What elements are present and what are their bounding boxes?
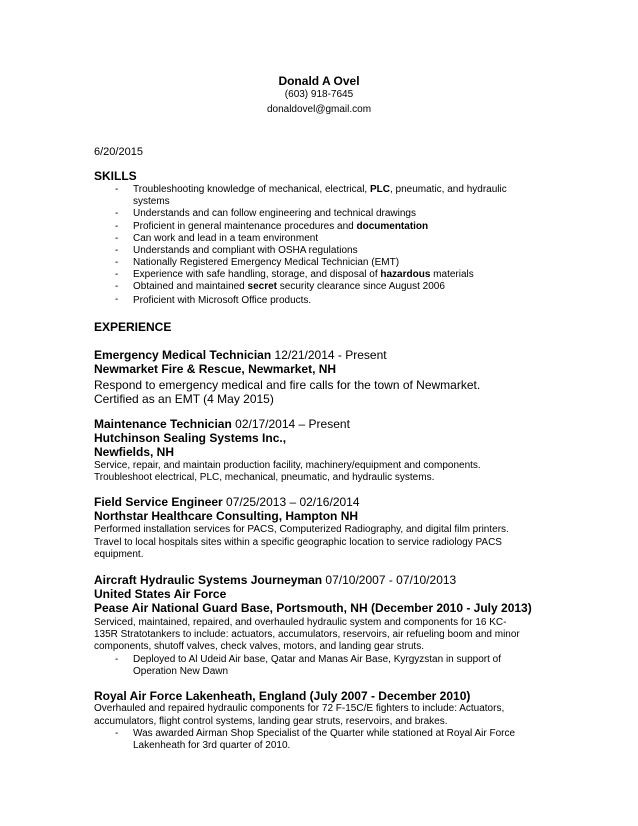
job-organization: Royal Air Force Lakenheath, England (July 2007 - December 2010)	[94, 689, 471, 703]
job-title-line: Field Service Engineer 07/25/2013 – 02/16/2014	[94, 495, 360, 509]
bullet-dash: -	[115, 233, 119, 244]
job-description: Performed installation services for PACS, Computerized Radiography, and digital film printers.	[94, 524, 509, 535]
skill-item: Understands and compliant with OSHA regulations	[133, 245, 358, 256]
bullet-dash: -	[115, 654, 119, 665]
job-description: 135R Stratotankers to include: actuators, accumulators, reservoirs, air refueling boom and minor	[94, 629, 520, 640]
job-bullet-item-continued: Operation New Dawn	[133, 666, 229, 677]
job-bullet-item-continued: Lakenheath for 3rd quarter of 2010.	[133, 740, 291, 751]
job-description: equipment.	[94, 549, 144, 560]
bullet-dash: -	[115, 208, 119, 219]
job-bullet-item: Deployed to Al Udeid Air base, Qatar and Manas Air Base, Kyrgyzstan in support of	[133, 654, 501, 665]
job-description: Respond to emergency medical and fire calls for the town of Newmarket.	[94, 378, 481, 392]
skill-item: Proficient in general maintenance procedures and documentation	[133, 221, 429, 232]
job-description: Overhauled and repaired hydraulic components for 72 F-15C/E fighters to include: Actuators,	[94, 703, 505, 714]
job-organization: Hutchinson Sealing Systems Inc.,	[94, 431, 287, 445]
bullet-dash: -	[115, 221, 119, 232]
job-description: Travel to local hospitals sites within a specific geographic location to service radiology PACS	[94, 537, 502, 548]
bullet-dash: -	[115, 245, 119, 256]
job-title-line: Emergency Medical Technician 12/21/2014 - Present	[94, 348, 387, 362]
job-bullet-item: Was awarded Airman Shop Specialist of the Quarter while stationed at Royal Air Force	[133, 728, 516, 739]
skill-item: Troubleshooting knowledge of mechanical, electrical, PLC, pneumatic, and hydraulic	[133, 184, 507, 195]
skill-item-continued: systems	[133, 196, 170, 207]
skill-item: Can work and lead in a team environment	[133, 233, 319, 244]
experience-heading: EXPERIENCE	[94, 320, 172, 334]
skill-item: Obtained and maintained secret security clearance since August 2006	[133, 281, 445, 292]
skills-heading: SKILLS	[94, 169, 137, 183]
job-title-line: Maintenance Technician 02/17/2014 – Present	[94, 417, 350, 431]
skill-item: Experience with safe handling, storage, and disposal of hazardous materials	[133, 269, 474, 280]
email-address: donaldovel@gmail.com	[266, 104, 372, 115]
bullet-dash: -	[115, 269, 119, 280]
job-description: components, shutoff valves, check valves, motors, and landing gear struts.	[94, 641, 424, 652]
job-description: Certified as an EMT (4 May 2015)	[94, 392, 274, 406]
skill-item: Proficient with Microsoft Office products.	[133, 295, 312, 306]
job-organization: Northstar Healthcare Consulting, Hampton NH	[94, 509, 359, 523]
skill-item: Nationally Registered Emergency Medical Technician (EMT)	[133, 257, 400, 268]
job-title-line: Aircraft Hydraulic Systems Journeyman 07/10/2007 - 07/10/2013	[94, 573, 457, 587]
job-description: accumulators, flight control systems, landing gear struts, reservoirs, and brakes.	[94, 716, 448, 727]
bullet-dash: -	[115, 281, 119, 292]
job-location: Newfields, NH	[94, 445, 175, 459]
job-description: Serviced, maintained, repaired, and overhauled hydraulic system and components for 16 KC-	[94, 617, 507, 628]
job-description: Service, repair, and maintain production facility, machinery/equipment and components.	[94, 460, 481, 471]
bullet-dash: -	[115, 728, 119, 739]
skill-item: Understands and can follow engineering and technical drawings	[133, 208, 416, 219]
bullet-dash: -	[115, 257, 119, 268]
job-description: Troubleshoot electrical, PLC, mechanical, pneumatic, and hydraulic systems.	[94, 472, 435, 483]
bullet-dash: -	[115, 184, 119, 195]
job-organization: Newmarket Fire & Rescue, Newmarket, NH	[94, 362, 337, 376]
phone-number: (603) 918-7645	[284, 89, 354, 100]
applicant-name: Donald A Ovel	[278, 74, 360, 88]
job-location: Pease Air National Guard Base, Portsmouth, NH (December 2010 - July 2013)	[94, 601, 532, 615]
bullet-dash: -	[115, 294, 119, 305]
job-organization: United States Air Force	[94, 587, 227, 601]
document-date: 6/20/2015	[94, 146, 143, 158]
